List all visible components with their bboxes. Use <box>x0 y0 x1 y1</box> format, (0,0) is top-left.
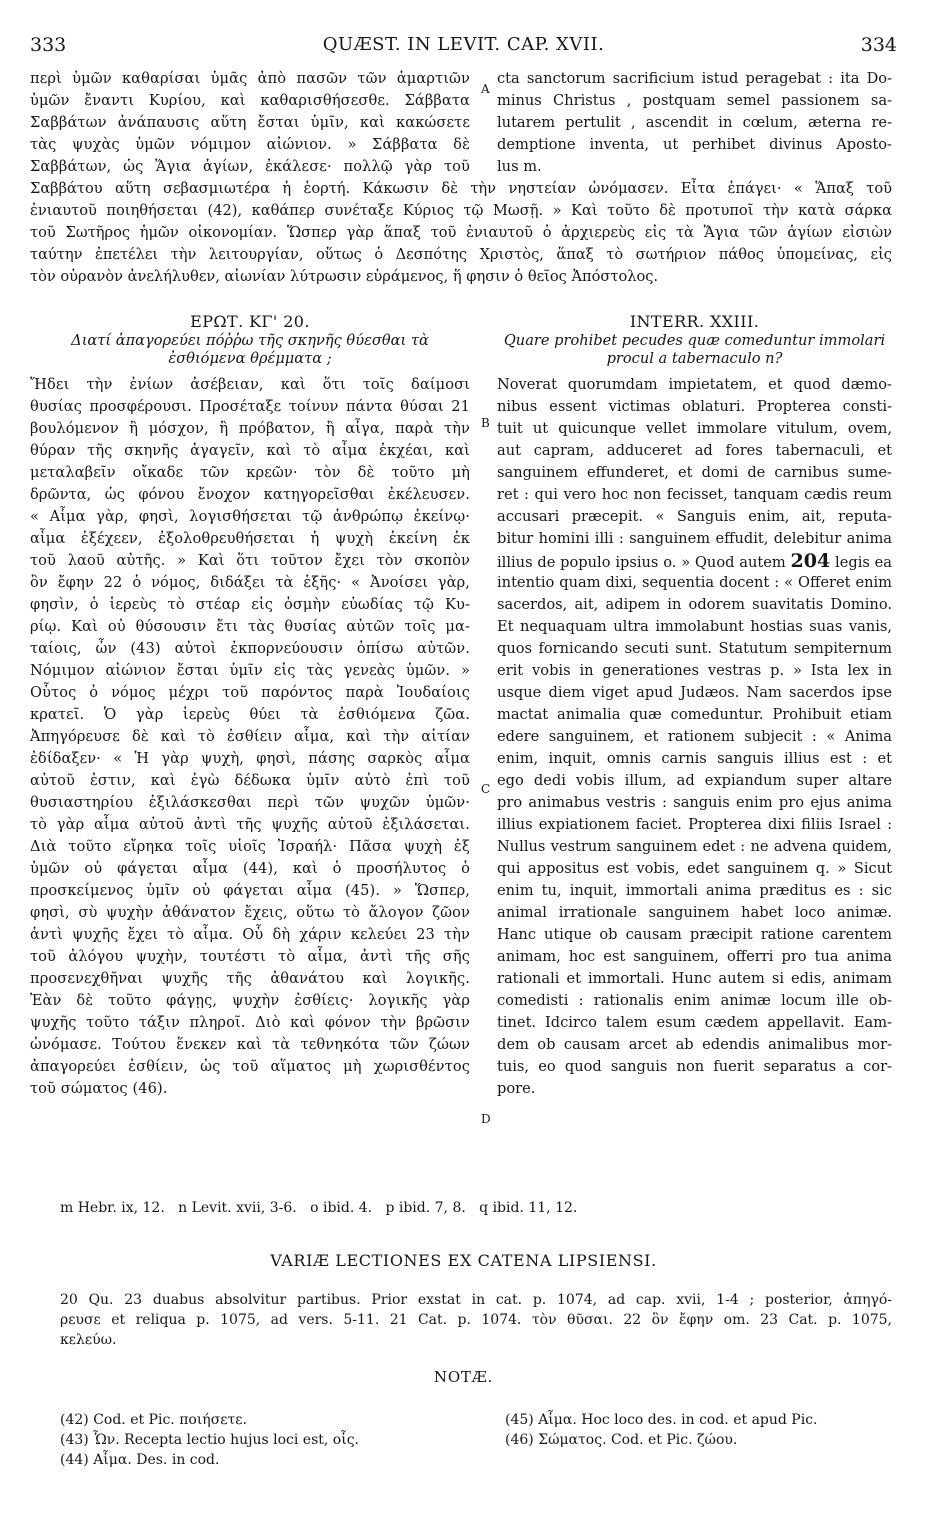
page-number-left: 333 <box>30 34 67 56</box>
latin-question-title <box>497 332 892 368</box>
text-line: ὃν ἔφην 22 ὁ νόμος, διδάξει τὰ ἑξῆς· « Ἀνοίσει γὰρ, <box>30 574 470 591</box>
text-line: ἐνιαυτοῦ ποιηθήσεται (42), καθάπερ συνέταξε Κύριος τῷ Μωσῇ. » Καὶ τοῦτο δὲ προτυποῖ τὴν κατὰ σάρκα <box>30 202 892 219</box>
text-line: τοῦ λαοῦ αὐτῆς. » Καὶ ὅτι τοῦτον ἔχει τὸν σκοπὸν <box>30 552 470 569</box>
running-header <box>30 34 897 60</box>
text-line: enim, inquit, omnis carnis sanguis illius est : et <box>497 750 892 767</box>
text-line: sanguinem effunderet, et domi de carnibus sume- <box>497 464 892 481</box>
text-line: edere sanguinem, et rationem subjecit : « Anima <box>497 728 892 745</box>
text-line: τὰς ψυχὰς ὑμῶν νόμιμον αἰώνιον. » Σάββατα δὲ <box>30 136 470 153</box>
subtitle-line: ἐσθιόμενα θρέμματα ; <box>168 350 332 367</box>
text-line: illius expiationem faciet. Propterea dixi filiis Israel : <box>497 816 892 833</box>
text-line: tinet. Idcirco talem esum cædem appellavit. Eam- <box>497 1014 892 1031</box>
text-line: animal irrationale sanguinem habet loco animæ. <box>497 904 892 921</box>
margin-letter-b: B <box>481 416 490 430</box>
note-item: (45) Αἷμα. Hoc loco des. in cod. et apud Pic. <box>505 1412 818 1428</box>
text-line: ἐδίδαξεν· « Ἡ γὰρ ψυχὴ, φησὶ, πάσης σαρκὸς αἷμα <box>30 750 470 767</box>
text-line: demptione inventa, ut perhibet divinus Aposto- <box>497 136 892 153</box>
text-line: bitur homini illi : sanguinem effudit, delebitur anima <box>497 530 892 547</box>
text-line: ret : qui vero hoc non fecisset, tanquam cædis reum <box>497 486 892 503</box>
text-line: περὶ ὑμῶν καθαρίσαι ὑμᾶς ἀπὸ πασῶν τῶν ἁμαρτιῶν <box>30 70 470 87</box>
variae-lectiones <box>60 1290 892 1350</box>
greek-question-heading: ΕΡΩΤ. ΚΓ' 20. <box>190 312 310 331</box>
inline-page-number: 204 <box>790 550 831 572</box>
text-line: βουλόμενον ἢ μόσχον, ἢ πρόβατον, ἢ αἶγα, παρὰ τὴν <box>30 420 470 437</box>
text-line: ταύτην ἐπετέλει τὴν λειτουργίαν, οὕτως ὁ Δεσπότης Χριστὸς, ἅπαξ τὸ σωτήριον πάθος ὑπομείνας, εἰς <box>30 246 892 263</box>
text-line: dem ob causam arcet ab edendis animalibus mor- <box>497 1036 892 1053</box>
text-line: ὑμῶν ἔναντι Κυρίου, καὶ καθαρισθήσεσθε. Σάββατα <box>30 92 470 109</box>
wide-greek-paragraph <box>30 178 892 288</box>
text-fragment: legis ea <box>835 554 892 571</box>
text-line: Ἐὰν δὲ τοῦτο φάγῃς, ψυχὴν ἐσθίεις· λογικῆς γὰρ <box>30 992 470 1009</box>
notae-title: NOTÆ. <box>433 1368 494 1386</box>
text-line: tuis, eo quod sanguis non fuerit separatus a cor- <box>497 1058 892 1075</box>
text-line: Σαββάτων ἀνάπαυσις αὕτη ἔσται ὑμῖν, καὶ κακώσετε <box>30 114 470 131</box>
margin-letter-a: A <box>481 82 490 96</box>
text-line: rationali et immortali. Hunc autem si edis, animam <box>497 970 892 987</box>
top-latin-column <box>497 68 892 178</box>
subtitle-line: Διατί ἀπαγορεύει πόῤῥω τῆς σκηνῆς θύεσθαι τὰ <box>71 332 429 349</box>
note-item: (43) Ὧν. Recepta lectio hujus loci est, οἷς. <box>60 1432 360 1448</box>
text-line: θυσίας προσφέρουσι. Προσέταξε τοίνυν πάντα θύσαι 21 <box>30 398 470 415</box>
text-line: sacerdos, ait, adipem in odorem suavitatis Domino. <box>497 596 892 613</box>
subtitle-line: Quare prohibet pecudes quæ comeduntur immolari <box>503 332 886 349</box>
text-line: ἀπαγορεύει ἐσθίειν, ὡς τοῦ αἵματος μὴ χωρισθέντος <box>30 1058 470 1075</box>
text-line: ρίῳ. Καὶ οὐ θύσουσιν ἔτι τὰς θυσίας αὐτῶν τοῖς μα- <box>30 618 470 635</box>
notes-right-column <box>505 1410 818 1450</box>
variant-line: ρευσε et reliqua p. 1075, ad vers. 5-11. 21 Cat. p. 1074. τὸν θῦσαι. 22 ὃν ἔφην om. 23 Cat. p. 1075, <box>60 1312 892 1328</box>
text-line: Διὰ τοῦτο εἴρηκα τοῖς υἱοῖς Ἰσραήλ· Πᾶσα ψυχὴ ἐξ <box>30 838 470 855</box>
text-line: τοῦ ἀλόγου ψυχὴν, τουτέστι τὸ αἷμα, ἀντὶ τῆς σῆς <box>30 948 470 965</box>
note-item: (46) Σώματος. Cod. et Pic. ζώου. <box>505 1432 738 1448</box>
text-line: προσκείμενος ὑμῖν οὐ φάγεται αἷμα (45). » Ὥσπερ, <box>30 882 470 899</box>
text-line: ἀντὶ ψυχῆς ἔχει τὸ αἷμα. Οὗ δὴ χάριν κελεύει 23 τὴν <box>30 926 470 943</box>
text-line: lutarem pertulit , ascendit in cœlum, æterna re- <box>497 114 892 131</box>
text-line: Hanc utique ob causam præcipit ratione carentem <box>497 926 892 943</box>
note-item: (44) Αἷμα. Des. in cod. <box>60 1452 220 1468</box>
text-line: δρῶντα, ὡς φόνου ἔνοχον κατηγορεῖσθαι ἐκέλευσεν. <box>30 486 470 503</box>
text-line: αἷμα ἐξέχεεν, ἐξολοθρευθήσεται ἡ ψυχὴ ἐκείνη ἐκ <box>30 530 470 547</box>
text-line: κρατεῖ. Ὁ γὰρ ἱερεὺς θύει τὰ ἐσθιόμενα ζῶα. <box>30 706 470 723</box>
text-line: pro animabus vestris : sanguis enim pro ejus anima <box>497 794 892 811</box>
text-line: τοῦ σώματος (46). <box>30 1080 168 1097</box>
text-line: intentio quam dixi, sequentia docent : « Offeret enim <box>497 574 892 591</box>
margin-letter-d: D <box>481 1112 491 1126</box>
text-line: aut capram, adduceret ad fores tabernaculi, et <box>497 442 892 459</box>
text-line: cta sanctorum sacrificium istud peragebat : ita Do- <box>497 70 892 87</box>
text-line: minus Christus , postquam semel passionem sa- <box>497 92 892 109</box>
text-line: qui appositus est vobis, edet sanguinem q. » Sicut <box>497 860 892 877</box>
text-line: φησὶ, σὺ ψυχὴν ἀθάνατον ἔχεις, οὕτω τὸ ἄλογον ζῶον <box>30 904 470 921</box>
text-line: Οὗτος ὁ νόμος μέχρι τοῦ παρόντος παρὰ Ἰουδαίοις <box>30 684 470 701</box>
text-line: θυσιαστηρίου ἐξιλάσκεσθαι περὶ τῶν ψυχῶν ὑμῶν· <box>30 794 470 811</box>
text-line: Ἀπηγόρευσε δὲ καὶ τὸ ἐσθίειν αἷμα, καὶ τὴν αἰτίαν <box>30 728 470 745</box>
text-line: lus m. <box>497 158 542 175</box>
text-line: tuit ut quicunque vellet immolare vitulum, ovem, <box>497 420 892 437</box>
text-line: προσενεχθῆναι ψυχῆς τῆς ἀθανάτου καὶ λογικῆς. <box>30 970 470 987</box>
text-line: accusari præcepit. « Sanguis enim, ait, reputa- <box>497 508 892 525</box>
latin-body-column <box>497 374 892 1100</box>
text-line: mactat animalia quæ comeduntur. Prohibuit etiam <box>497 706 892 723</box>
text-line: Σαββάτου αὕτη σεβασμιωτέρα ἡ ἑορτή. Κάκωσιν δὲ τὴν νηστείαν ὠνόμασεν. Εἶτα ἐπάγει· « Ἅπαξ τοῦ <box>30 180 892 197</box>
greek-body-column <box>30 374 470 1100</box>
running-title: QUÆST. IN LEVIT. CAP. XVII. <box>322 34 605 55</box>
top-greek-column <box>30 68 470 178</box>
text-line: θύραν τῆς σκηνῆς ἀγαγεῖν, καὶ τὸ αἷμα ἐκχέαι, καὶ <box>30 442 470 459</box>
text-line: « Αἷμα γὰρ, φησὶ, λογισθήσεται τῷ ἀνθρώπῳ ἐκείνῳ· <box>30 508 470 525</box>
note-item: (42) Cod. et Pic. ποιήσετε. <box>60 1412 247 1428</box>
text-line: usque diem viget apud Judæos. Nam sacerdos ipse <box>497 684 892 701</box>
text-line: ὠνόμασε. Τούτου ἕνεκεν καὶ τὰ τεθνηκότα τῶν ζώων <box>30 1036 470 1053</box>
subtitle-line: procul a tabernaculo n? <box>606 350 783 367</box>
text-line: pore. <box>497 1080 536 1097</box>
text-line: ego dedi vobis illum, ad expiandum super altare <box>497 772 892 789</box>
text-line: Σαββάτων, ὡς Ἅγια ἁγίων, ἐκάλεσε· πολλῷ γὰρ τοῦ <box>30 158 470 175</box>
variant-line: κελεύω. <box>60 1332 117 1348</box>
text-line: τὸν οὐρανὸν ἀνελήλυθεν, αἰωνίαν λύτρωσιν εὑράμενος, ἥ φησιν ὁ θεῖος Ἀπόστολος. <box>30 268 659 285</box>
text-line: ὑμῶν οὐ φάγεται αἷμα (44), καὶ ὁ προσήλυτος ὁ <box>30 860 470 877</box>
text-fragment: illius de populo ipsius o. » Quod autem <box>497 554 786 571</box>
notes-left-column <box>60 1410 359 1470</box>
text-line: Noverat quorumdam impietatem, et quod dæmo- <box>497 376 892 393</box>
text-line: nibus essent victimas oblaturi. Propterea consti- <box>497 398 892 415</box>
text-line: enim tu, inquit, immortali anima præditus es : sic <box>497 882 892 899</box>
latin-question-heading: INTERR. XXIII. <box>629 312 760 331</box>
text-line: animam, hoc est sanguinem, offerri pro tua anima <box>497 948 892 965</box>
scripture-references: m Hebr. ix, 12. n Levit. xvii, 3-6. o ibid. 4. p ibid. 7, 8. q ibid. 11, 12. <box>60 1200 578 1216</box>
text-line: Ἤδει τὴν ἐνίων ἀσέβειαν, καὶ ὅτι τοῖς δαίμοσι <box>30 376 470 393</box>
text-line: αὐτοῦ ἐστιν, καὶ ἐγὼ δέδωκα ὑμῖν αὐτὸ ἐπὶ τοῦ <box>30 772 470 789</box>
text-line: quos fornicando secuti sunt. Statutum sempiternum <box>497 640 892 657</box>
page-number-right: 334 <box>860 34 897 56</box>
text-line: erit vobis in generationes vestras p. » Ista lex in <box>497 662 892 679</box>
text-line: Et nequaquam ultra immolabunt hostias suas vanis, <box>497 618 892 635</box>
margin-letter-c: C <box>481 782 491 796</box>
text-line: ταίοις, ὧν (43) αὐτοὶ ἐκπορνεύουσιν ὀπίσω αὐτῶν. <box>30 640 470 657</box>
variae-lectiones-title: VARIÆ LECTIONES EX CATENA LIPSIENSI. <box>270 1251 657 1270</box>
text-line: ψυχῆς τοῦτο τάξιν πληροῖ. Διὸ καὶ φόνον τὴν βρῶσιν <box>30 1014 470 1031</box>
text-line-with-page-mark <box>497 550 892 572</box>
text-line: τοῦ Σωτῆρος ἡμῶν οἰκονομίαν. Ὥσπερ γὰρ ἅπαξ τοῦ ἐνιαυτοῦ ὁ ἀρχιερεὺς εἰς τὰ Ἅγια τῶν ἁγίων εἰσιὼν <box>30 224 892 241</box>
greek-question-title <box>30 332 470 368</box>
text-line: Nullus vestrum sanguinem edet : ne advena quidem, <box>497 838 892 855</box>
text-line: φησὶν, ὁ ἱερεὺς τὸ στέαρ εἰς ὀσμὴν εὐωδίας τῷ Κυ- <box>30 596 470 613</box>
text-line: μεταλαβεῖν οἴκαδε τῶν κρεῶν· τὸν δὲ τοῦτο μὴ <box>30 464 470 481</box>
text-line: comedisti : rationalis enim animæ locum ille ob- <box>497 992 892 1009</box>
text-line: Νόμιμον αἰώνιον ἔσται ὑμῖν εἰς τὰς γενεὰς ὑμῶν. » <box>30 662 470 679</box>
text-line: τὸ γὰρ αἷμα αὐτοῦ ἀντὶ τῆς ψυχῆς αὐτοῦ ἐξιλάσεται. <box>30 816 470 833</box>
variant-line: 20 Qu. 23 duabus absolvitur partibus. Prior exstat in cat. p. 1074, ad cap. xvii, 1-4 ; posterior, ἀπηγό- <box>60 1292 892 1308</box>
